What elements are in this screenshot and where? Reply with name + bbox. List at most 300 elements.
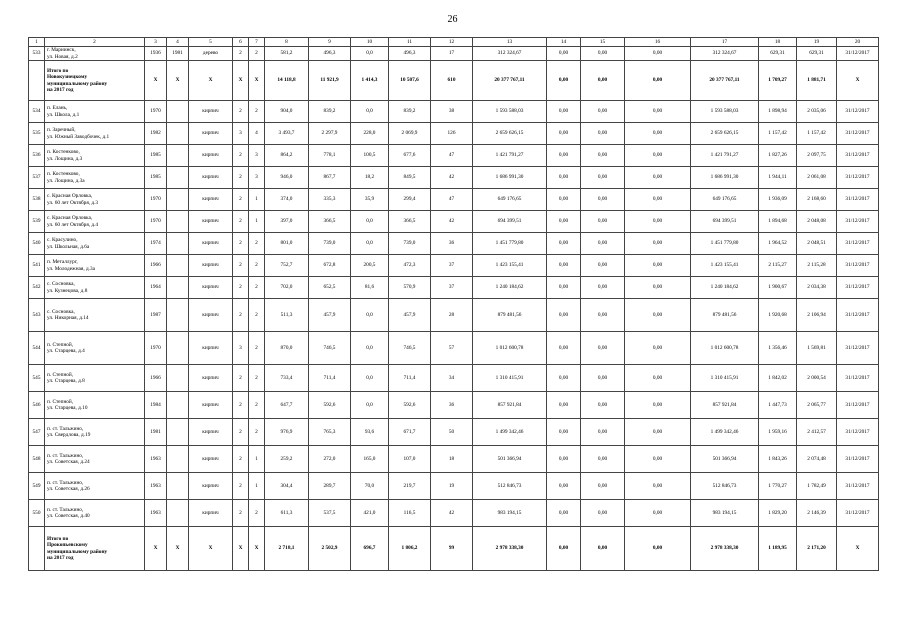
table-cell: кирпич [189,392,233,419]
table-cell: 19 [431,473,473,500]
table-cell: 546 [29,392,45,419]
table-cell: 537 [29,167,45,189]
table-cell: 0,00 [625,61,691,101]
table-cell: 0,00 [581,61,625,101]
table-cell: 312 324,67 [691,47,759,61]
table-cell: 11 921,9 [309,61,351,101]
table-cell: 0,00 [625,299,691,332]
table-cell: 1 920,68 [759,299,797,332]
table-cell: 2 [233,233,249,255]
table-cell: 1 593 588,03 [473,101,547,123]
table-cell: 2 [233,47,249,61]
table-cell: 2 [233,101,249,123]
table-cell: 1 959,16 [759,419,797,446]
table-cell: 18,2 [351,167,389,189]
table-cell: 0,0 [351,392,389,419]
table-cell: 801,0 [265,233,309,255]
table-cell: 1 944,11 [759,167,797,189]
column-number-cell: 6 [233,38,249,47]
table-cell: 0,00 [547,233,581,255]
table-cell: 0,00 [581,365,625,392]
table-cell: 219,7 [389,473,431,500]
table-cell: 1 900,67 [759,277,797,299]
table-row [29,277,879,299]
table-cell: 0,0 [351,233,389,255]
address-cell: Итого по Прокопьевскому муниципальному району на 2017 год [45,527,145,571]
table-cell: 1 964,52 [759,233,797,255]
table-cell: 2 034,38 [797,277,837,299]
table-cell: 0,00 [581,101,625,123]
table-cell: 3 [249,145,265,167]
table-cell: 17 [431,47,473,61]
address-cell: п. Металлург, ул. Молодежная, д.3а [45,255,145,277]
table-cell: 2 978 338,30 [691,527,759,571]
table-cell: 2 [249,277,265,299]
table-cell: 0,00 [547,365,581,392]
table-cell: 1 157,42 [797,123,837,145]
table-cell: 0,00 [547,277,581,299]
table-cell: 538 [29,189,45,211]
table-cell: Х [189,61,233,101]
column-number-cell: 17 [691,38,759,47]
table-cell: 1964 [145,277,167,299]
table-cell: 1 310 415,91 [473,365,547,392]
column-number-cell: 8 [265,38,309,47]
table-cell: 849,5 [389,167,431,189]
table-cell: 472,3 [389,255,431,277]
table-cell: 2 412,57 [797,419,837,446]
table-cell: 42 [431,211,473,233]
table-cell: 1 898,94 [759,101,797,123]
table-cell: 20 377 767,11 [691,61,759,101]
table-cell: 37 [431,255,473,277]
table-cell: 879 481,56 [473,299,547,332]
table-cell: 711,4 [309,365,351,392]
table-cell: 746,5 [309,332,351,365]
table-cell: кирпич [189,332,233,365]
table-cell: 0,00 [547,123,581,145]
table-cell: 2 502,9 [309,527,351,571]
table-cell: кирпич [189,211,233,233]
table-cell: 0,0 [351,211,389,233]
table-cell: 1966 [145,365,167,392]
table-cell: 592,6 [309,392,351,419]
table-cell: 1987 [145,299,167,332]
table-cell: 116,5 [389,500,431,527]
table-cell: 537,5 [309,500,351,527]
table-cell [167,446,189,473]
table-cell: 47 [431,145,473,167]
table-cell: 0,00 [581,419,625,446]
table-cell: 0,0 [351,332,389,365]
address-cell: п. Костенково, ул. Лощина, д.3а [45,167,145,189]
address-cell: п. Степной, ул. Старцева, д.4 [45,332,145,365]
table-cell: 1981 [167,47,189,61]
table-cell: Х [145,527,167,571]
column-number-cell: 15 [581,38,625,47]
column-number-cell: 16 [625,38,691,47]
table-cell: 543 [29,299,45,332]
table-cell: 100,5 [351,145,389,167]
table-row [29,145,879,167]
table-cell: 0,00 [581,47,625,61]
table-cell: 366,5 [389,211,431,233]
table-cell: 864,2 [265,145,309,167]
table-cell: 2 [249,500,265,527]
table-cell: 2 171,20 [797,527,837,571]
table-cell: 2 048,08 [797,211,837,233]
table-cell: 765,3 [309,419,351,446]
address-cell: п. ст. Тальжино, ул. Советская, д.24 [45,446,145,473]
table-cell: кирпич [189,277,233,299]
table-cell: 1 423 155,41 [473,255,547,277]
table-cell [167,365,189,392]
table-cell: 1 423 155,41 [691,255,759,277]
table-cell: 694 399,51 [473,211,547,233]
table-cell: 867,7 [309,167,351,189]
address-cell: с. Сосновка, ул. Никорная, д.14 [45,299,145,332]
table-cell: кирпич [189,255,233,277]
table-cell: 879 481,56 [691,299,759,332]
table-cell: кирпич [189,473,233,500]
table-cell: 535 [29,123,45,145]
table-cell: 31/12/2017 [837,446,879,473]
table-cell: 671,7 [389,419,431,446]
table-cell: 31/12/2017 [837,123,879,145]
table-cell: 0,00 [581,189,625,211]
table-cell: 36 [431,233,473,255]
table-cell: 0,00 [581,255,625,277]
table-cell: Х [837,61,879,101]
table-cell: 536 [29,145,45,167]
table-cell: 2 106,94 [797,299,837,332]
table-cell: 694 399,51 [691,211,759,233]
table-cell: 0,00 [625,332,691,365]
table-cell: 839,2 [389,101,431,123]
table-cell: 545 [29,365,45,392]
table-cell: Х [249,61,265,101]
table-cell: 2 [233,365,249,392]
table-row [29,299,879,332]
table-cell: 31/12/2017 [837,299,879,332]
table-cell: 374,0 [265,189,309,211]
table-cell: 2 [233,167,249,189]
table-cell: 2 [233,277,249,299]
table-cell: 1 [249,446,265,473]
table-cell: 2 [249,392,265,419]
table-cell [167,255,189,277]
address-cell: г. Мариинск, ул. Новая, д.2 [45,47,145,61]
table-cell: 1 894,68 [759,211,797,233]
table-cell: 0,00 [547,167,581,189]
table-cell: 0,00 [581,145,625,167]
table-cell: 0,00 [581,332,625,365]
table-cell: 2 [233,419,249,446]
table-cell: 81,6 [351,277,389,299]
table-cell: 31/12/2017 [837,189,879,211]
table-cell: 2 659 626,15 [691,123,759,145]
table-row [29,392,879,419]
table-cell: 1 356,46 [759,332,797,365]
table-cell: 50 [431,419,473,446]
table-cell: 31/12/2017 [837,47,879,61]
table-cell: 1936 [145,47,167,61]
table-cell: 0,00 [625,189,691,211]
address-cell: п. Елань, ул. Школа, д.1 [45,101,145,123]
table-cell: 1 843,26 [759,446,797,473]
table-cell: 0,0 [351,101,389,123]
table-cell: 857 921,84 [691,392,759,419]
table-body [29,38,879,571]
table-cell [167,419,189,446]
table-cell: 31/12/2017 [837,145,879,167]
table-cell: 31/12/2017 [837,419,879,446]
table-cell: 581,2 [265,47,309,61]
table-cell: 547 [29,419,45,446]
table-cell: 0,00 [625,211,691,233]
table-cell: 1 012 600,78 [473,332,547,365]
table-cell: 870,0 [265,332,309,365]
table-cell: 2 659 626,15 [473,123,547,145]
table-cell: 1 240 184,62 [691,277,759,299]
table-cell: 0,00 [625,145,691,167]
table-cell: кирпич [189,167,233,189]
table-cell [167,123,189,145]
table-cell: 1 709,27 [759,61,797,101]
table-cell [167,473,189,500]
table-cell [167,233,189,255]
table-cell: 0,00 [547,446,581,473]
table-cell: 2 297,9 [309,123,351,145]
table-cell: 42 [431,167,473,189]
table-cell: 3 493,7 [265,123,309,145]
table-cell: 1 240 184,62 [473,277,547,299]
table-cell: 0,00 [547,500,581,527]
table-cell: 2 [233,145,249,167]
table-cell: 0,00 [625,277,691,299]
table-cell: 2 [233,473,249,500]
table-cell [167,167,189,189]
table-cell: 457,9 [309,299,351,332]
address-cell: с. Красулино, ул. Школьная, д.6а [45,233,145,255]
table-cell: 1 189,95 [759,527,797,571]
table-cell: 2 [249,419,265,446]
address-cell: п. Степной, ул. Старцева, д.10 [45,392,145,419]
table-cell: 31/12/2017 [837,500,879,527]
table-cell: 3 [233,123,249,145]
table-cell: 1963 [145,500,167,527]
table-cell [167,211,189,233]
column-number-row [29,38,879,47]
table-cell: кирпич [189,145,233,167]
table-cell: 1 829,20 [759,500,797,527]
table-cell: 647,7 [265,392,309,419]
table-cell: 2 168,60 [797,189,837,211]
table-cell: кирпич [189,500,233,527]
table-cell: 36 [431,392,473,419]
page-number: 26 [447,14,458,25]
table-cell: 0,00 [625,233,691,255]
table-cell: 0,00 [547,101,581,123]
table-cell: 0,00 [547,145,581,167]
table-row [29,500,879,527]
table-cell: 2 [249,47,265,61]
column-number-cell: 12 [431,38,473,47]
table-cell: 0,00 [581,211,625,233]
table-cell: 1963 [145,446,167,473]
table-cell: 1 451 779,80 [691,233,759,255]
table-cell: 31/12/2017 [837,101,879,123]
table-cell: 542 [29,277,45,299]
table-cell: кирпич [189,101,233,123]
table-cell [167,189,189,211]
table-cell: Х [233,61,249,101]
table-cell: 70,0 [351,473,389,500]
table-cell: 0,00 [625,392,691,419]
table-cell: 31/12/2017 [837,233,879,255]
table-cell: 0,00 [547,189,581,211]
table-cell: 0,0 [351,365,389,392]
table-cell: 3 [233,332,249,365]
address-cell: с. Красная Орловка, ул. 60 лет Октября, д.4 [45,211,145,233]
table-cell: 0,00 [547,473,581,500]
table-cell: 1 499 342,46 [473,419,547,446]
address-cell: п. Заречный, ул. Южный Заводбочек, д.1 [45,123,145,145]
table-cell: 1 012 600,78 [691,332,759,365]
column-number-cell: 2 [45,38,145,47]
table-cell: 0,00 [581,167,625,189]
table-cell: 421,0 [351,500,389,527]
table-cell: 228,0 [351,123,389,145]
table-cell: 0,00 [581,392,625,419]
table-cell: 1 [249,189,265,211]
table-cell: 1 447,73 [759,392,797,419]
table-cell: 1 499 342,46 [691,419,759,446]
address-cell: с. Красная Орловка, ул. 60 лет Октября, д.3 [45,189,145,211]
table-cell: 0,00 [547,527,581,571]
table-cell: 592,6 [389,392,431,419]
table-cell: 2 [233,299,249,332]
column-number-cell: 18 [759,38,797,47]
table-cell: 38 [431,101,473,123]
table-cell: 0,00 [625,47,691,61]
table-cell: 2 [233,211,249,233]
table-cell: 31/12/2017 [837,277,879,299]
table-cell: 649 176,65 [473,189,547,211]
table-cell: 904,0 [265,101,309,123]
table-cell: 0,00 [625,101,691,123]
table-cell: 2 061,08 [797,167,837,189]
table-cell: 99 [431,527,473,571]
table-cell: 4 [249,123,265,145]
column-number-cell: 13 [473,38,547,47]
table-cell: 457,9 [389,299,431,332]
table-cell: 200,5 [351,255,389,277]
table-cell: 1 782,49 [797,473,837,500]
table-row [29,419,879,446]
table-cell: 983 194,15 [691,500,759,527]
table-cell: кирпич [189,189,233,211]
table-cell: 2 000,54 [797,365,837,392]
table-cell: 312 324,67 [473,47,547,61]
table-cell: 0,00 [547,211,581,233]
table-cell [167,392,189,419]
column-number-cell: 3 [145,38,167,47]
table-cell: Х [167,527,189,571]
table-cell: 42 [431,500,473,527]
table-cell: 739,0 [309,233,351,255]
table-cell: 533 [29,47,45,61]
table-cell: 31/12/2017 [837,332,879,365]
table-cell [167,145,189,167]
table-cell: 259,2 [265,446,309,473]
table-cell: 2 [233,392,249,419]
table-cell: 544 [29,332,45,365]
address-cell: п. Костенково, ул. Лощина, д.3 [45,145,145,167]
table-cell: 1 806,2 [389,527,431,571]
table-cell: 746,5 [389,332,431,365]
table-cell: кирпич [189,419,233,446]
table-cell: 2 [249,255,265,277]
table-cell: 31/12/2017 [837,255,879,277]
table-cell: кирпич [189,365,233,392]
table-cell: 2 115,28 [797,255,837,277]
table-cell: 0,0 [351,299,389,332]
table-cell: 0,00 [625,527,691,571]
table-cell: 299,4 [389,189,431,211]
table-cell: 511,3 [265,299,309,332]
table-cell: 0,00 [547,255,581,277]
table-cell: 1 842,02 [759,365,797,392]
table-cell: 34 [431,365,473,392]
table-cell: 1970 [145,101,167,123]
table-cell: 752,7 [265,255,309,277]
table-row [29,233,879,255]
table-cell: Х [233,527,249,571]
table-cell: 37 [431,277,473,299]
table-cell: 610 [431,61,473,101]
table-cell: 289,7 [309,473,351,500]
table-cell: 2 [249,365,265,392]
table-cell: 107,0 [389,446,431,473]
table-cell: 2 [249,101,265,123]
table-cell: кирпич [189,299,233,332]
table-cell: 35,9 [351,189,389,211]
table-cell: 18 [431,446,473,473]
table-cell: 20 377 767,11 [473,61,547,101]
table-cell: 541 [29,255,45,277]
table-cell: 857 921,84 [473,392,547,419]
table-cell: 512 846,73 [691,473,759,500]
table-cell: 1982 [145,123,167,145]
table-cell: 1 310 415,91 [691,365,759,392]
column-number-cell: 14 [547,38,581,47]
table-cell [29,527,45,571]
table-cell: 0,00 [625,500,691,527]
table-cell: 570,9 [389,277,431,299]
table-cell: 2 035,06 [797,101,837,123]
table-cell: 0,00 [625,473,691,500]
table-cell: 1966 [145,255,167,277]
table-cell: 1 157,42 [759,123,797,145]
table-cell: 1970 [145,332,167,365]
address-cell: п. ст. Тальжино, ул. Свердлова, д.19 [45,419,145,446]
table-cell: 31/12/2017 [837,392,879,419]
column-number-cell: 9 [309,38,351,47]
table-cell: 0,00 [625,255,691,277]
table-cell: Х [167,61,189,101]
table-cell: 3 [249,167,265,189]
